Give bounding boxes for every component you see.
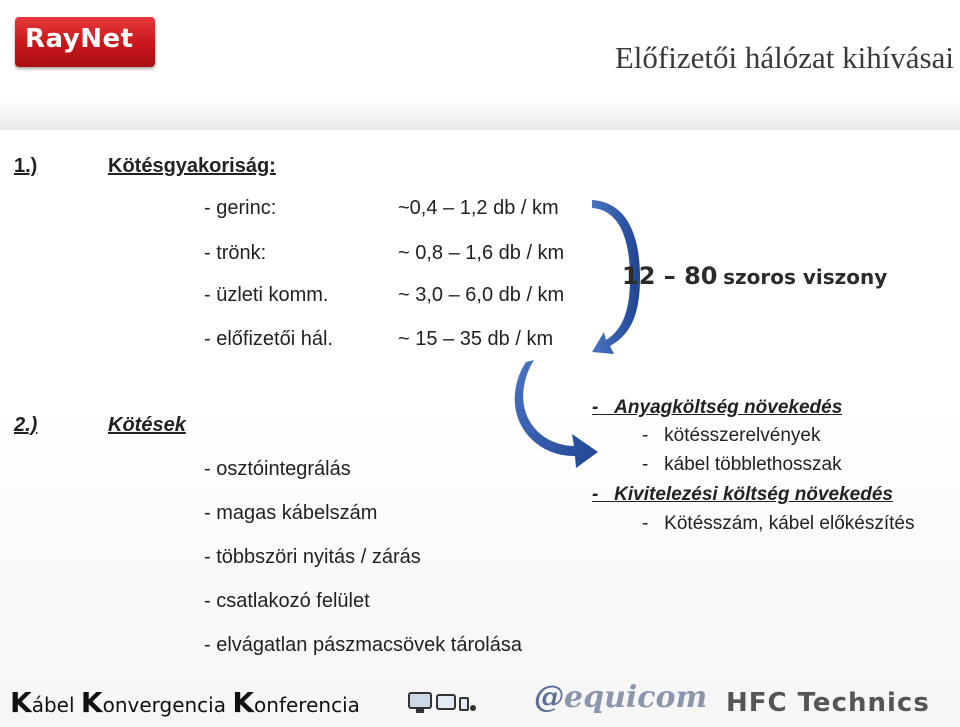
conference-letter: K [80,686,103,719]
ratio-text [622,262,887,290]
consequence-sub: - kábel többlethosszak [642,454,842,475]
section1-number: 1.) [14,155,38,177]
row-value: ~ 3,0 – 6,0 db / km [398,284,565,306]
section2-number: 2.) [14,414,38,436]
conference-logo [10,686,360,719]
list-item: - magas kábelszám [204,502,378,524]
row-label: - üzleti komm. [204,284,329,306]
list-item: - többszöri nyitás / zárás [204,546,421,568]
section2-heading: Kötések [108,414,186,436]
consequence-label: Anyagköltség növekedés [614,397,843,418]
list-item: - csatlakozó felület [204,590,370,612]
conference-word: onferencia [254,693,360,717]
row-value: ~ 15 – 35 db / km [398,328,554,350]
consequence-sub-text: Kötésszám, kábel előkészítés [664,513,915,534]
consequence-sub: - kötésszerelvények [642,425,821,446]
header-divider [0,100,960,130]
equicom-text: equicom [564,680,708,715]
consequence-title [592,397,842,419]
row-label: - gerinc: [204,197,277,219]
devices-icon [407,690,479,716]
conference-letter: K [10,686,32,719]
row-label: - előfizetői hál. [204,328,333,350]
consequence-sub: - Kötésszám, kábel előkészítés [642,513,915,534]
consequence-dash: - [592,397,599,418]
logo-text: RayNet [25,24,134,54]
page-title: Előfizetői hálózat kihívásai [614,40,954,75]
conference-letter: K [232,686,255,719]
consequence-label: Kivitelezési költség növekedés [614,484,893,505]
conference-word: ábel [31,693,81,717]
section1-heading: Kötésgyakoriság: [108,155,276,177]
list-item: - elvágatlan pászmacsövek tárolása [204,634,522,656]
consequence-sub-text: kötésszerelvények [664,425,821,446]
ratio-numbers: 12 – 80 [622,262,718,290]
list-item: - osztóintegrálás [204,458,351,480]
equicom-at-icon: @ [534,680,564,715]
consequence-dash: - [592,484,599,505]
equicom-logo [534,680,707,715]
consequence-title [592,484,893,506]
conference-word: onvergencia [102,693,233,717]
row-label: - trönk: [204,242,267,264]
row-value: ~ 0,8 – 1,6 db / km [398,242,565,264]
ratio-suffix: szoros viszony [723,265,888,289]
consequence-sub-text: kábel többlethosszak [664,454,842,475]
curved-arrow-icon [512,360,602,470]
row-value: ~0,4 – 1,2 db / km [398,197,559,219]
hfc-technics-logo: HFC Technics [726,688,930,718]
raynet-logo [15,17,155,67]
